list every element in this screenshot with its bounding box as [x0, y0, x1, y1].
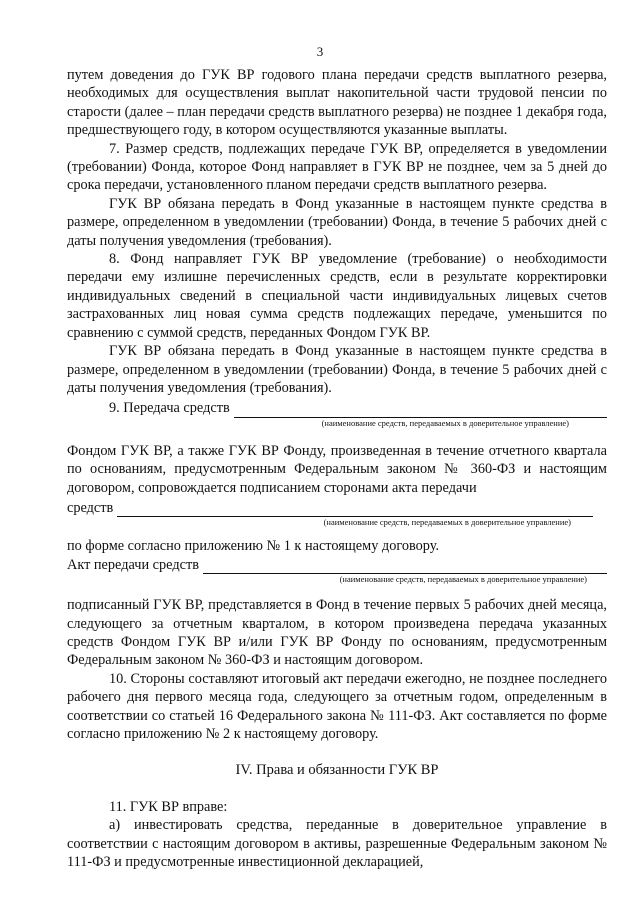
document-body — [67, 66, 607, 871]
paragraph-9-form: по форме согласно приложению № 1 к настоящему договору. — [67, 538, 440, 555]
page-number: 3 — [316, 44, 324, 59]
paragraph-9-text: Фондом ГУК ВР, а также ГУК ВР Фонду, произведенная в течение отчетного квартала по основаниям, предусмотренным Федеральным законом № 360-ФЗ и настоящим договором, сопровождается подписанием сторонами акта передачи — [67, 442, 607, 496]
paragraph-9-label: 9. Передача средств — [109, 400, 230, 417]
act-text: подписанный ГУК ВР, представляется в Фонд в течение первых 5 рабочих дней месяца, следующего за отчетным кварталом, в котором произведена передача указанных средств Фондом ГУК ВР и/или ГУК ВР Фонду по основаниям, предусмотренным Федеральным законом № 360-ФЗ и настоящим договором. — [67, 597, 607, 669]
act-label: Акт передачи средств — [67, 556, 199, 573]
paragraph-8: 8. Фонд направляет ГУК ВР уведомление (требование) о необходимости передачи ему излишне перечисленных средств, если в результате корректировки индивидуальных сведений в специальной части индивидуальных лицевых счетов застрахованных лиц новая сумма средств подлежащих передаче, уменьшится по сравнению с суммой средств, переданных Фондом ГУК ВР. — [67, 251, 607, 341]
paragraph-8-obligation: ГУК ВР обязана передать в Фонд указанные в настоящем пункте средства в размере, определенном в уведомлении (требовании) Фонда, в течение 5 рабочих дней с даты получения уведомления (требования). — [67, 343, 607, 396]
blank-line — [203, 559, 607, 574]
blank-caption: (наименование средств, передаваемых в доверительное управление) — [339, 574, 587, 585]
blank-line — [234, 403, 607, 418]
paragraph-7-obligation: ГУК ВР обязана передать в Фонд указанные в настоящем пункте средства в размере, определенном в уведомлении (требовании) Фонда, в течение 5 рабочих дней с даты получения уведомления (требования). — [67, 195, 607, 249]
paragraph-11a: а) инвестировать средства, переданные в доверительное управление в соответствии с настоящим договором в активы, разрешенные Федеральным законом № 111-ФЗ и предусмотренные инвестиционной декларацией, — [67, 817, 607, 871]
blank-caption: (наименование средств, передаваемых в доверительное управление) — [323, 517, 571, 528]
blank-line — [117, 502, 593, 517]
blank-caption: (наименование средств, передаваемых в доверительное управление) — [321, 417, 569, 428]
transfer-blank-row — [67, 399, 607, 417]
paragraph-11: 11. ГУК ВР вправе: — [109, 798, 228, 815]
sredstv-label: средств — [67, 499, 114, 516]
act-blank-row — [67, 499, 607, 517]
paragraph-10: 10. Стороны составляют итоговый акт передачи ежегодно, не позднее последнего рабочего дня первого месяца года, следующего за отчетным годом, определенным в соответствии со статьей 16 Федерального закона № 111-ФЗ. Акт составляется по форме согласно приложению № 2 к настоящему договору. — [67, 670, 607, 742]
section-title: IV. Права и обязанности ГУК ВР — [235, 762, 439, 779]
paragraph-7: 7. Размер средств, подлежащих передаче ГУК ВР, определяется в уведомлении (требовании) Фонда, которое Фонд направляет в ГУК ВР не позднее, чем за 5 дней до срока передачи, установленного планом передачи средств выплатного резерва. — [67, 140, 607, 194]
paragraph-continuation: путем доведения до ГУК ВР годового плана передачи средств выплатного резерва, необходимых для осуществления выплат накопительной части трудовой пенсии по старости (далее – план передачи средств выплатного резерва) не позднее 1 декабря года, предшествующего году, в котором осуществляются указанные выплаты. — [67, 67, 608, 139]
act-transfer-row — [67, 556, 607, 574]
